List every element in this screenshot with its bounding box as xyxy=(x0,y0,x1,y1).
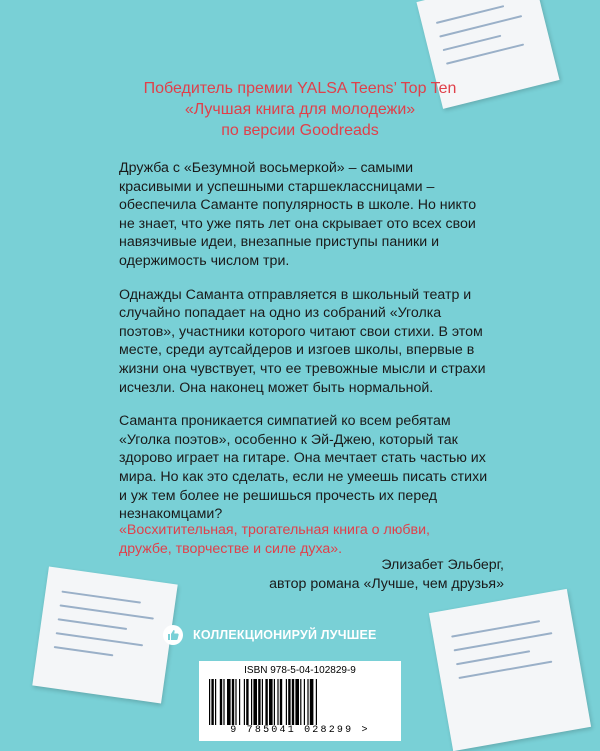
paper-sheet-decoration xyxy=(429,589,591,751)
barcode xyxy=(209,679,391,725)
collection-label: КОЛЛЕКЦИОНИРУЙ ЛУЧШЕЕ xyxy=(193,628,377,642)
barcode-panel xyxy=(199,661,401,741)
quote-line: «Восхитительная, трогательная книга о любви, xyxy=(119,522,430,538)
quote-line: дружбе, творчестве и силе духа». xyxy=(119,540,343,557)
description-paragraph: Дружба с «Безумной восьмеркой» – самыми красивыми и успешными старшеклассницами – обеспечила Саманте популярность в школе. Но никто не знает, что уже пять лет она скрывает ото всех свои навязчивые идеи, внезапные приступы паники и одержимость числом три. xyxy=(119,160,477,269)
award-banner xyxy=(0,78,600,141)
award-line: «Лучшая книга для молодежи» xyxy=(184,101,416,118)
book-description xyxy=(119,159,489,539)
thumbs-up-icon xyxy=(163,625,183,645)
isbn-text: ISBN 978-5-04-102829-9 xyxy=(244,665,356,676)
quote-author: Элизабет Эльберг, xyxy=(381,557,504,573)
review-quote xyxy=(119,521,509,558)
award-line: по версии Goodreads xyxy=(221,122,379,139)
description-paragraph: Однажды Саманта отправляется в школьный театр и случайно попадает на одно из собраний «Уголка поэтов», участники которого читают свои стихи. В этом месте, среди аутсайдеров и изгоев школы, впервые в жизни она чувствует, что ее тревожные мысли и страхи исчезли. Она наконец может быть нормальной. xyxy=(119,286,486,396)
quote-author-note: автор романа «Лучше, чем друзья» xyxy=(269,575,504,592)
quote-attribution xyxy=(144,556,504,593)
description-paragraph: Саманта проникается симпатией ко всем ребятам «Уголка поэтов», особенно к Эй-Джею, который так здорово играет на гитаре. Она мечтает стать частью их мира. Но как это сделать, если не умеешь писать стихи и уж тем более не решишься прочесть их перед незнакомцами? xyxy=(119,413,488,523)
collection-badge xyxy=(163,624,377,646)
barcode-digits: 9 785041 028299 > xyxy=(230,725,370,736)
award-line: Победитель премии YALSA Teens’ Top Ten xyxy=(143,80,457,97)
